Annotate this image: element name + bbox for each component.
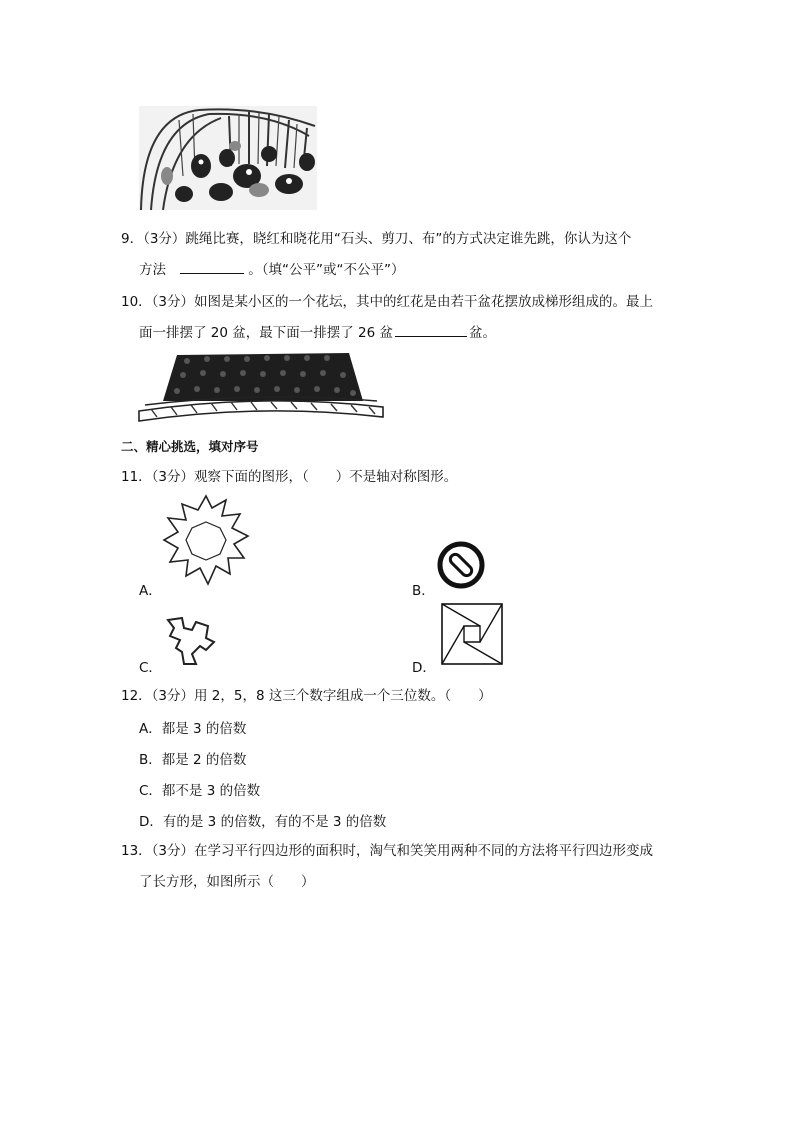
- q11-stem: 11．（3分）观察下面的图形，（ ）不是轴对称图形。: [121, 469, 458, 485]
- q12-option-c[interactable]: C．都不是 3 的倍数: [139, 783, 261, 799]
- q13-line2: 了长方形，如图所示（ ）: [139, 874, 315, 890]
- q9-line1: 9．（3分）跳绳比赛，晓红和晓花用“石头、剪刀、布”的方式决定谁先跳，你认为这个: [121, 231, 632, 247]
- q10-line2-prefix: 面一排摆了 20 盆，最下面一排摆了 26 盆: [139, 325, 394, 341]
- q12-option-d[interactable]: D．有的是 3 的倍数，有的不是 3 的倍数: [139, 814, 387, 830]
- q11-option-b-label[interactable]: B．: [412, 583, 435, 599]
- q11-option-a-label[interactable]: A．: [139, 583, 162, 599]
- q12-stem: 12．（3分）用 2，5，8 这三个数字组成一个三位数。（ ）: [121, 688, 492, 704]
- q12-option-b[interactable]: B．都是 2 的倍数: [139, 752, 247, 768]
- circus-photo: [139, 106, 317, 210]
- q10-line2: [139, 322, 496, 343]
- q9-line2-suffix: 。（填“公平”或“不公平”）: [248, 262, 405, 278]
- q13-line1: 13．（3分）在学习平行四边形的面积时，淘气和笑笑用两种不同的方法将平行四边形变成: [121, 843, 654, 859]
- q11-option-d-label[interactable]: D．: [412, 660, 436, 676]
- section-heading: 二、精心挑选，填对序号: [121, 439, 259, 454]
- q10-line2-suffix: 盆。: [469, 325, 497, 341]
- q10-line1: 10．（3分）如图是某小区的一个花坛，其中的红花是由若干盆花摆放成梯形组成的。最上: [121, 294, 654, 310]
- q10-answer-blank[interactable]: [395, 322, 467, 337]
- q9-line2: [139, 259, 405, 280]
- q11-figure-b: [436, 540, 486, 590]
- q11-figure-d: [440, 602, 504, 666]
- q9-line2-prefix: 方法: [139, 262, 166, 278]
- q12-option-a[interactable]: A．都是 3 的倍数: [139, 721, 247, 737]
- q11-option-c-label[interactable]: C．: [139, 660, 162, 676]
- flowerbed-photo: [137, 347, 385, 425]
- q9-answer-blank[interactable]: [180, 259, 244, 274]
- q11-figure-c: [162, 614, 216, 668]
- q11-figure-a: [160, 494, 252, 586]
